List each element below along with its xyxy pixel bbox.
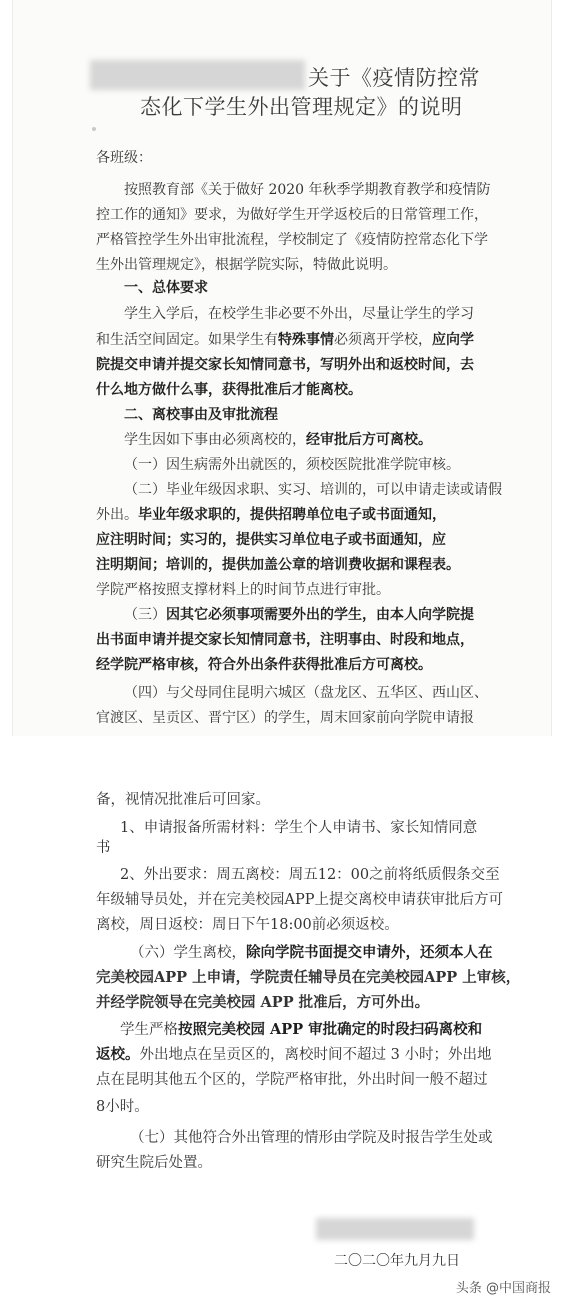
intro-line-4: 生外出管理规定》，根据学院实际，特做此说明。 xyxy=(96,257,397,273)
p2-line-4: 2、外出要求：周五离校：周五12：00之前将纸质假条交至 xyxy=(120,867,500,883)
s1-line-1: 学生入学后，在校学生非必要不外出，尽量让学生的学习 xyxy=(124,306,474,322)
s2-item-2-line-4: 注明期间；培训的，提供加盖公章的培训费收据和课程表。 xyxy=(96,557,460,573)
p2-item-6-line-1: （六）学生离校，除向学院书面提交申请外，还须本人在 xyxy=(130,944,493,961)
redacted-institution-name xyxy=(90,60,305,90)
s1-line-2: 和生活空间固定。如果学生有特殊事情必须离开学校，应向学 xyxy=(96,332,474,348)
s2-item-4-line-1: （四）与父母同住昆明六城区（盘龙区、五华区、西山区、 xyxy=(124,685,488,701)
section2-heading: 二、离校事由及审批流程 xyxy=(124,407,278,423)
doc-date: 二〇二〇年九月九日 xyxy=(334,1253,460,1269)
s2-item-2-line-1: （二）毕业年级因求职、实习、培训的，可以申请走读或请假 xyxy=(124,482,502,498)
s2-item-1: （一）因生病需外出就医的，须校医院批准学院审核。 xyxy=(124,457,460,473)
s2-item-3-line-3: 经学院严格审核，符合外出条件获得批准后方可离校。 xyxy=(96,657,432,673)
intro-line-3: 严格管控学生外出审批流程，学校制定了《疫情防控常态化下学 xyxy=(96,232,488,248)
s2-item-3-line-1: （三）因其它必须事项需要外出的学生，由本人向学院提 xyxy=(124,607,474,623)
section1-heading: 一、总体要求 xyxy=(124,280,208,296)
p2-line-11: 返校。外出地点在呈贡区的，离校时间不超过 3 小时；外出地 xyxy=(96,1046,492,1063)
s2-item-4-line-2: 官渡区、呈贡区、晋宁区）的学生，周末回家前向学院申请报 xyxy=(96,710,474,726)
p2-item-7-line-2: 研究生院后处置。 xyxy=(96,1155,212,1171)
p2-line-3: 书 xyxy=(96,840,111,856)
p2-line-1: 备，视情况批准后可回家。 xyxy=(96,792,270,808)
doc-title-line2: 态化下学生外出管理规定》的说明 xyxy=(140,95,463,119)
s2-item-2-line-3: 应注明时间；实习的，提供实习单位电子或书面通知，应 xyxy=(96,532,446,548)
p2-item-7-line-1: （七）其他符合外出管理的情形由学院及时报告学生处或 xyxy=(130,1130,493,1146)
p2-line-12: 点在昆明其他五个区的，学院严格审批，外出时间一般不超过 xyxy=(96,1072,488,1088)
p2-item-6-line-2: 完美校园APP 上申请，学院责任辅导员在完美校园APP 上审核， xyxy=(96,969,521,986)
intro-line-2: 控工作的通知》要求，为做好学生开学返校后的日常管理工作， xyxy=(96,207,488,223)
p2-line-5: 年级辅导员处，并在完美校园APP上提交离校申请获审批后方可 xyxy=(96,892,503,908)
scan-mark xyxy=(92,127,96,131)
s2-item-2-line-5: 学院严格按照支撑材料上的时间节点进行审批。 xyxy=(96,582,390,598)
s2-item-2-line-2: 外出。毕业年级求职的，提供招聘单位电子或书面通知， xyxy=(96,507,446,523)
doc-title-line1: 关于《疫情防控常 xyxy=(308,66,480,90)
s1-line-4: 什么地方做什么事，获得批准后才能离校。 xyxy=(96,382,362,398)
intro-line-1: 按照教育部《关于做好 2020 年秋季学期教育教学和疫情防 xyxy=(124,182,491,198)
s2-line-1: 学生因如下事由必须离校的，经审批后方可离校。 xyxy=(124,432,432,448)
s2-item-3-line-2: 出书面申请并提交家长知情同意书，注明事由、时段和地点， xyxy=(96,632,474,648)
s1-line-3: 院提交申请并提交家长知情同意书，写明外出和返校时间，去 xyxy=(96,357,474,373)
p2-line-10: 学生严格按照完美校园 APP 审批确定的时段扫码离校和 xyxy=(120,1021,483,1038)
p2-line-6: 离校，周日返校：周日下午18:00前必须返校。 xyxy=(96,917,399,933)
redacted-signature xyxy=(316,1218,474,1240)
salutation: 各班级： xyxy=(96,150,152,166)
source-watermark: 头条 @中国商报 xyxy=(455,1281,551,1296)
p2-line-2: 1、申请报备所需材料：学生个人申请书、家长知情同意 xyxy=(120,820,478,836)
p2-line-13: 8小时。 xyxy=(96,1099,149,1115)
p2-item-6-line-3: 并经学院领导在完美校园 APP 批准后，方可外出。 xyxy=(96,994,430,1011)
